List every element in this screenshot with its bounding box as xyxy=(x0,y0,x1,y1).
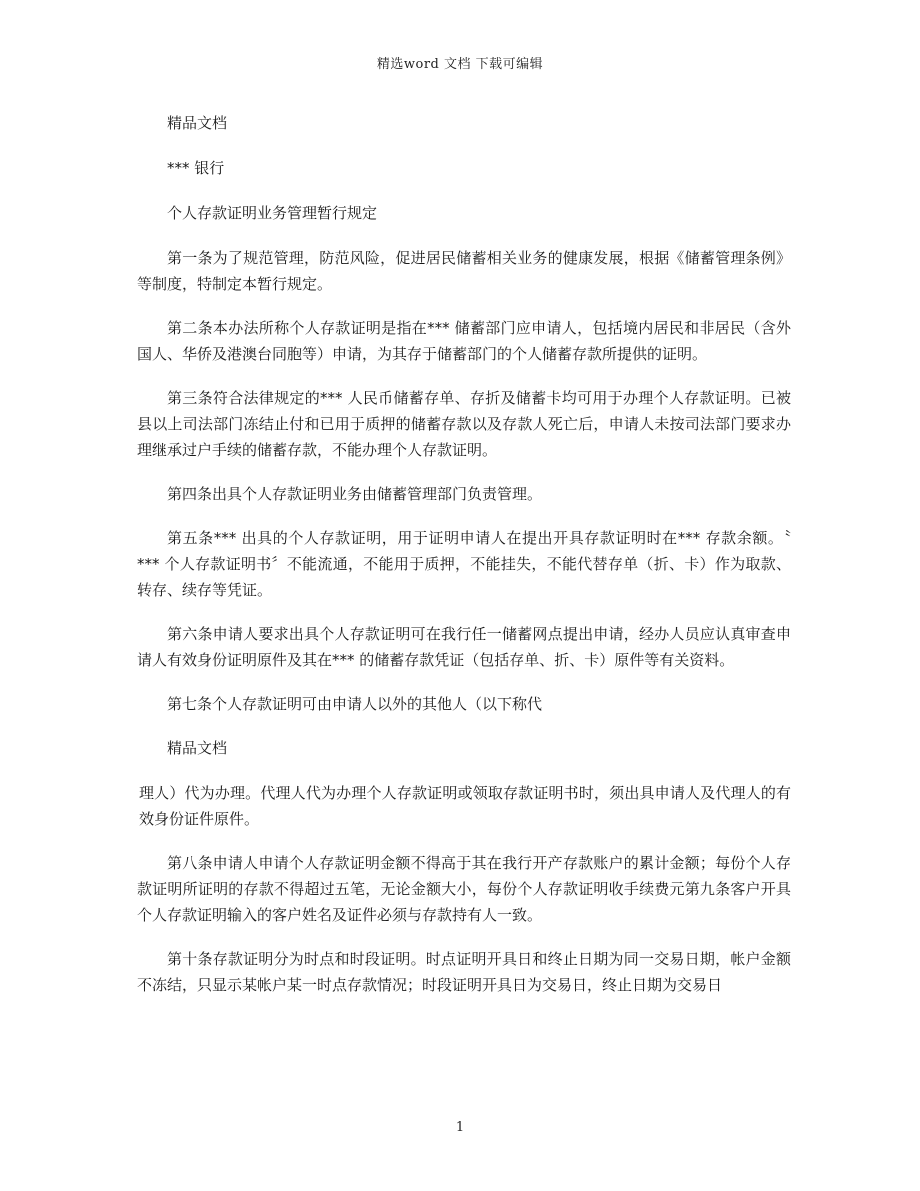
page-header: 精选word 文档 下载可编辑 xyxy=(376,57,544,72)
document-title: 个人存款证明业务管理暂行规定 xyxy=(167,204,378,222)
article-7-continuation: 理人）代为办理。代理人代为办理个人存款证明或领取存款证明书时，须出具申请人及代理人的有效身份证件原件。 xyxy=(139,784,791,828)
article-4: 第四条出具个人存款证明业务由储蓄管理部门负责管理。 xyxy=(167,485,543,503)
article-6: 第六条申请人要求出具个人存款证明可在我行任一储蓄网点提出申请，经办人员应认真审查申请人有效身份证明原件及其在*** 的储蓄存款凭证（包括存单、折、卡）原件等有关资料。 xyxy=(137,625,791,669)
article-5: 第五条*** 出具的个人存款证明，用于证明申请人在提出开具存款证明时在*** 存款余额。〝 *** 个人存款证明书〞不能流通，不能用于质押，不能挂失，不能代替存单（折、卡）作为取款、转存、续存等凭证。 xyxy=(137,529,791,599)
article-10: 第十条存款证明分为时点和时段证明。时点证明开具日和终止日期为同一交易日期，帐户金额不冻结，只显示某帐户某一时点存款情况；时段证明开具日为交易日，终止日期为交易日 xyxy=(137,950,791,994)
page-number: 1 xyxy=(455,1120,465,1135)
doc-label-mid: 精品文档 xyxy=(167,739,228,757)
article-8-9: 第八条申请人申请个人存款证明金额不得高于其在我行开产存款账户的累计金额；每份个人存款证明所证明的存款不得超过五笔，无论金额大小，每份个人存款证明收手续费元第九条客户开具个人存款证明输入的客户姓名及证件必须与存款持有人一致。 xyxy=(137,854,791,924)
article-2: 第二条本办法所称个人存款证明是指在*** 储蓄部门应申请人，包括境内居民和非居民（含外国人、华侨及港澳台同胞等）申请，为其存于储蓄部门的个人储蓄存款所提供的证明。 xyxy=(137,319,791,363)
doc-label-top: 精品文档 xyxy=(167,114,228,132)
article-1: 第一条为了规范管理，防范风险，促进居民储蓄相关业务的健康发展，根据《储蓄管理条例》等制度，特制定本暂行规定。 xyxy=(137,249,791,293)
article-7: 第七条个人存款证明可由申请人以外的其他人（以下称代 xyxy=(167,695,543,713)
bank-name: *** 银行 xyxy=(167,159,225,177)
document-body xyxy=(137,110,791,1016)
article-3: 第三条符合法律规定的*** 人民币储蓄存单、存折及储蓄卡均可用于办理个人存款证明。已被县以上司法部门冻结止付和已用于质押的储蓄存款以及存款人死亡后，申请人未按司法部门要求办理继承过户手续的储蓄存款，不能办理个人存款证明。 xyxy=(137,389,791,459)
